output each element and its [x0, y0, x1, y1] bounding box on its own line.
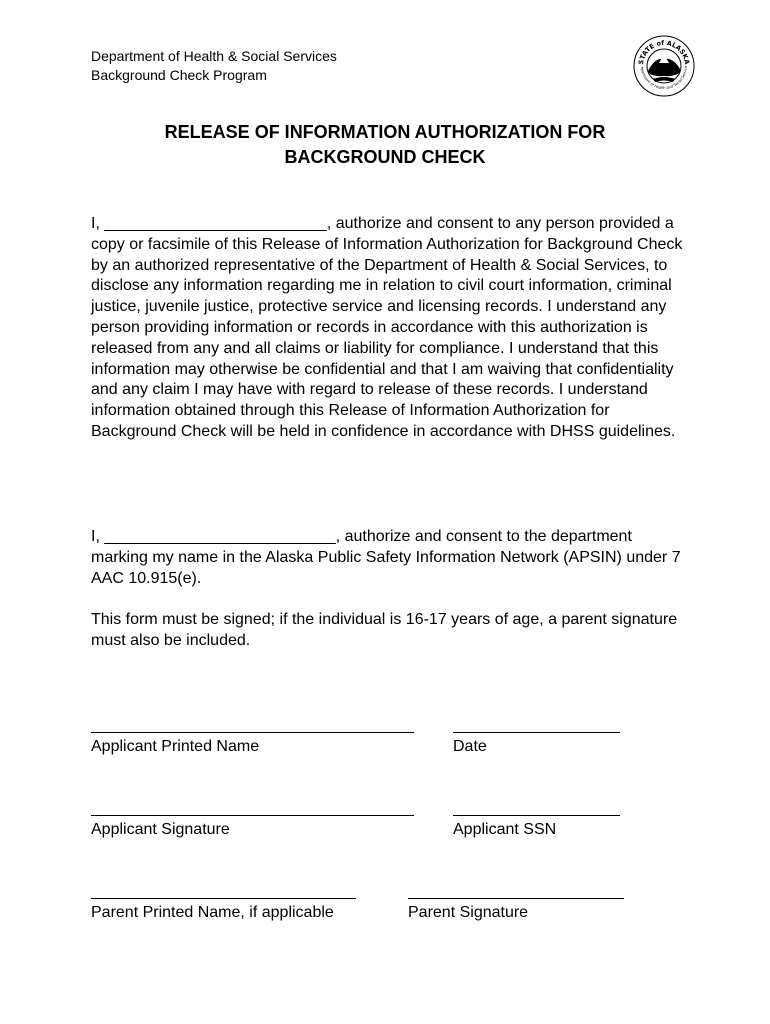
signature-line: [408, 898, 624, 899]
date-label: Date: [453, 738, 487, 755]
department-name: Department of Health & Social Services: [91, 48, 337, 64]
date-field[interactable]: [453, 717, 620, 757]
paragraph1-prefix: I,: [91, 215, 105, 232]
name-blank-2[interactable]: __________________________: [104, 528, 336, 545]
applicant-signature-field[interactable]: [91, 800, 414, 840]
header: [91, 47, 337, 85]
applicant-printed-name-field[interactable]: [91, 717, 414, 757]
signature-line: [91, 898, 356, 899]
svg-text:Department of Health and Socia: epartment of Health and Social Service: [639, 65, 689, 91]
signature-line: [91, 732, 414, 733]
parent-signature-label: Parent Signature: [408, 904, 529, 921]
signature-line: [91, 815, 414, 816]
paragraph1-text: , authorize and consent to any person provided a copy or facsimile of this Release of Information Authorization for Background Check by an authorized representative of the Department of Health & Social Services, to disclose any information regarding me in relation to civil court information, criminal justice, juvenile justice, protective service and licensing records. I understand any person providing information or records in accordance with this authorization is released from any and all claims or liability for compliance. I understand that this information may otherwise be confidential and that I am waiving that confidentiality and any claim I may have with regard to release of these records. I understand information obtained through this Release of Information Authorization for Background Check will be held in confidence in accordance with DHSS guidelines.: [91, 215, 683, 440]
paragraph2-text: , authorize and consent to the department marking my name in the Alaska Public Safety Information Network (APSIN) under 7 AAC 10.915(e).: [91, 528, 681, 587]
applicant-ssn-label: Applicant SSN: [453, 821, 557, 838]
state-seal-icon: [633, 35, 695, 97]
paragraph2-prefix: I,: [91, 528, 105, 545]
applicant-printed-name-label: Applicant Printed Name: [91, 738, 260, 755]
form-title: [60, 120, 710, 170]
applicant-signature-label: Applicant Signature: [91, 821, 230, 838]
signature-line: [453, 732, 620, 733]
parent-signature-field[interactable]: [408, 883, 624, 923]
parent-printed-name-field[interactable]: [91, 883, 356, 923]
parent-printed-name-label: Parent Printed Name, if applicable: [91, 904, 334, 921]
signature-line: [453, 815, 620, 816]
svg-text:STATE of ALASKA: STATE of ALASKA: [636, 38, 692, 66]
applicant-ssn-field[interactable]: [453, 800, 620, 840]
signature-requirement-paragraph: This form must be signed; if the individual is 16-17 years of age, a parent signature must also be included.: [91, 611, 678, 649]
form-title-line1: RELEASE OF INFORMATION AUTHORIZATION FOR: [164, 122, 606, 142]
name-blank-1[interactable]: _________________________: [104, 215, 327, 232]
form-title-line2: BACKGROUND CHECK: [284, 147, 486, 167]
authorization-paragraph: [91, 214, 691, 443]
apsin-paragraph: [91, 527, 691, 589]
program-name: Background Check Program: [91, 67, 267, 83]
